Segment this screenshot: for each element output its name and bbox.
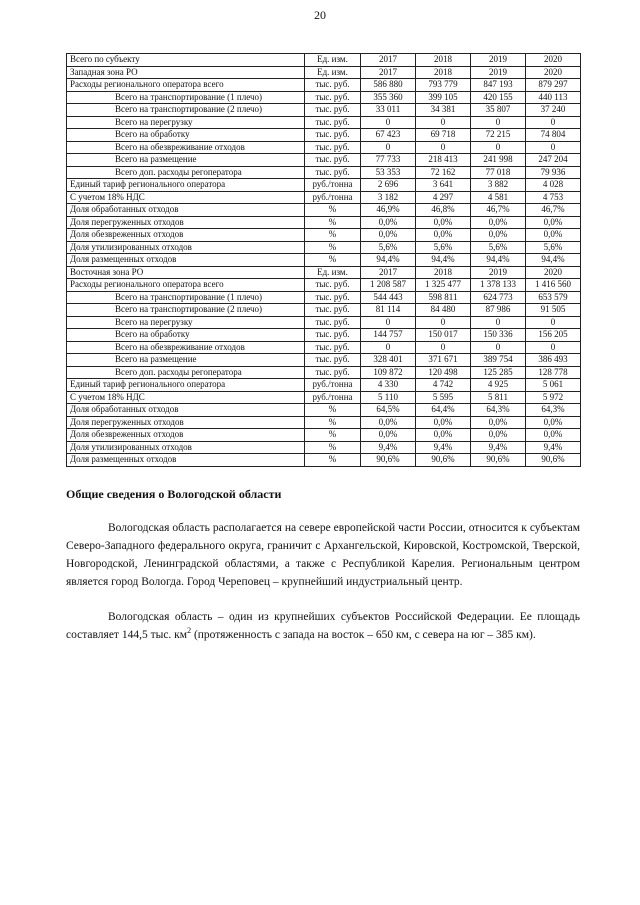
- table-row: [67, 104, 581, 117]
- cell-value: 4 330: [361, 379, 416, 392]
- table-row: [67, 179, 581, 192]
- cell-value: 653 579: [526, 291, 581, 304]
- cell-value: 241 998: [471, 154, 526, 167]
- cell-value: 4 742: [416, 379, 471, 392]
- cell-value: 2 696: [361, 179, 416, 192]
- table-row: [67, 279, 581, 292]
- cell-value: 5 811: [471, 391, 526, 404]
- row-unit: тыс. руб.: [305, 79, 361, 92]
- row-label: Всего на размещение: [67, 154, 305, 167]
- table-row: [67, 79, 581, 92]
- paragraph-area-text-end: (протяженность с запада на восток – 650 км, с севера на юг – 385 км).: [191, 629, 536, 641]
- cell-value: 5 595: [416, 391, 471, 404]
- cell-value: 0: [361, 341, 416, 354]
- table-row: [67, 91, 581, 104]
- cell-value: 125 285: [471, 366, 526, 379]
- row-label: Всего на размещение: [67, 354, 305, 367]
- row-label: Доля обезвреженных отходов: [67, 429, 305, 442]
- cell-value: 847 193: [471, 79, 526, 92]
- cell-value: 2017: [361, 266, 416, 279]
- row-unit: %: [305, 241, 361, 254]
- row-label: Доля утилизированных отходов: [67, 241, 305, 254]
- row-label: Всего доп. расходы регоператора: [67, 166, 305, 179]
- row-unit: тыс. руб.: [305, 279, 361, 292]
- cell-value: 0: [471, 116, 526, 129]
- row-label: Доля размещенных отходов: [67, 254, 305, 267]
- cell-value: 0,0%: [471, 416, 526, 429]
- section-title: Общие сведения о Вологодской области: [66, 487, 282, 501]
- row-unit: тыс. руб.: [305, 341, 361, 354]
- cell-value: 67 423: [361, 129, 416, 142]
- table-row: [67, 404, 581, 417]
- cell-value: 2017: [361, 66, 416, 79]
- table-row: [67, 329, 581, 342]
- cell-value: 0,0%: [416, 229, 471, 242]
- cell-value: 1 378 133: [471, 279, 526, 292]
- cell-value: 0,0%: [471, 229, 526, 242]
- row-label: Расходы регионального оператора всего: [67, 279, 305, 292]
- cell-value: 399 105: [416, 91, 471, 104]
- row-label: С учетом 18% НДС: [67, 191, 305, 204]
- cell-value: 4 028: [526, 179, 581, 192]
- row-label: Всего доп. расходы регоператора: [67, 366, 305, 379]
- cell-value: 420 155: [471, 91, 526, 104]
- cell-value: 0: [526, 116, 581, 129]
- cell-value: 0,0%: [361, 416, 416, 429]
- cell-value: 793 779: [416, 79, 471, 92]
- table-row: [67, 454, 581, 467]
- table-row: [67, 316, 581, 329]
- table-row: [67, 54, 581, 67]
- cell-value: 144 757: [361, 329, 416, 342]
- cell-value: 90,6%: [361, 454, 416, 467]
- row-unit: %: [305, 229, 361, 242]
- row-unit: %: [305, 216, 361, 229]
- row-unit: Ед. изм.: [305, 66, 361, 79]
- cell-value: 0,0%: [526, 429, 581, 442]
- row-label: Расходы регионального оператора всего: [67, 79, 305, 92]
- row-unit: руб./тонна: [305, 391, 361, 404]
- cell-value: 1 416 560: [526, 279, 581, 292]
- cell-value: 53 353: [361, 166, 416, 179]
- table-row: [67, 229, 581, 242]
- cell-value: 0: [416, 116, 471, 129]
- cell-value: 0,0%: [361, 216, 416, 229]
- cell-value: 0: [416, 316, 471, 329]
- row-unit: руб./тонна: [305, 179, 361, 192]
- cell-value: 9,4%: [526, 441, 581, 454]
- row-unit: %: [305, 254, 361, 267]
- cell-value: 2019: [471, 266, 526, 279]
- cell-value: 69 718: [416, 129, 471, 142]
- row-unit: тыс. руб.: [305, 166, 361, 179]
- table-row: [67, 116, 581, 129]
- table-row: [67, 441, 581, 454]
- cell-value: 79 936: [526, 166, 581, 179]
- table-row: [67, 379, 581, 392]
- table-row: [67, 204, 581, 217]
- cell-value: 0,0%: [526, 229, 581, 242]
- row-label: Единый тариф регионального оператора: [67, 179, 305, 192]
- page-number: 20: [314, 8, 326, 22]
- cell-value: 386 493: [526, 354, 581, 367]
- cell-value: 2019: [471, 54, 526, 67]
- row-label: Доля перегруженных отходов: [67, 416, 305, 429]
- cell-value: 0: [416, 141, 471, 154]
- superscript-2: 2: [187, 626, 192, 636]
- cell-value: 4 297: [416, 191, 471, 204]
- row-unit: %: [305, 454, 361, 467]
- table-row: [67, 416, 581, 429]
- row-unit: руб./тонна: [305, 191, 361, 204]
- row-unit: %: [305, 441, 361, 454]
- cell-value: 72 162: [416, 166, 471, 179]
- cell-value: 87 986: [471, 304, 526, 317]
- cell-value: 355 360: [361, 91, 416, 104]
- cell-value: 94,4%: [416, 254, 471, 267]
- cell-value: 0,0%: [526, 416, 581, 429]
- table-row: [67, 341, 581, 354]
- cell-value: 90,6%: [471, 454, 526, 467]
- cell-value: 2019: [471, 66, 526, 79]
- cell-value: 9,4%: [361, 441, 416, 454]
- cell-value: 2020: [526, 54, 581, 67]
- row-label: Всего на обработку: [67, 129, 305, 142]
- cell-value: 0,0%: [416, 416, 471, 429]
- cell-value: 0: [526, 316, 581, 329]
- cell-value: 120 498: [416, 366, 471, 379]
- cell-value: 64,5%: [361, 404, 416, 417]
- cell-value: 4 925: [471, 379, 526, 392]
- row-label: Западная зона РО: [67, 66, 305, 79]
- cell-value: 0: [361, 141, 416, 154]
- cell-value: 81 114: [361, 304, 416, 317]
- cell-value: 0,0%: [526, 216, 581, 229]
- row-unit: тыс. руб.: [305, 366, 361, 379]
- row-label: Всего на перегрузку: [67, 116, 305, 129]
- cell-value: 5,6%: [416, 241, 471, 254]
- cell-value: 598 811: [416, 291, 471, 304]
- cell-value: 879 297: [526, 79, 581, 92]
- cell-value: 109 872: [361, 366, 416, 379]
- cell-value: 624 773: [471, 291, 526, 304]
- cell-value: 5 972: [526, 391, 581, 404]
- cell-value: 0,0%: [471, 216, 526, 229]
- row-unit: тыс. руб.: [305, 154, 361, 167]
- cell-value: 46,8%: [416, 204, 471, 217]
- table-row: [67, 216, 581, 229]
- cell-value: 84 480: [416, 304, 471, 317]
- cell-value: 34 381: [416, 104, 471, 117]
- row-unit: тыс. руб.: [305, 104, 361, 117]
- table-row: [67, 391, 581, 404]
- cell-value: 440 113: [526, 91, 581, 104]
- row-label: Доля обработанных отходов: [67, 204, 305, 217]
- cell-value: 0,0%: [361, 229, 416, 242]
- paragraph-location: Вологодская область располагается на севере европейской части России, относится к субъектам Северо-Западного федерального округа, граничит с Архангельской, Кировской, Костромской, Тверской, Новгородской, Ленинградской областями, а также с Республикой Карелия. Региональным центром является город Вологда. Город Череповец – крупнейший индустриальный центр.: [66, 522, 580, 588]
- data-table: [66, 53, 581, 467]
- cell-value: 150 336: [471, 329, 526, 342]
- cell-value: 2020: [526, 66, 581, 79]
- cell-value: 1 325 477: [416, 279, 471, 292]
- cell-value: 0,0%: [471, 429, 526, 442]
- cell-value: 150 017: [416, 329, 471, 342]
- row-label: Доля утилизированных отходов: [67, 441, 305, 454]
- table-row: [67, 191, 581, 204]
- cell-value: 4 581: [471, 191, 526, 204]
- cell-value: 389 754: [471, 354, 526, 367]
- row-label: Единый тариф регионального оператора: [67, 379, 305, 392]
- cell-value: 94,4%: [361, 254, 416, 267]
- table-row: [67, 166, 581, 179]
- cell-value: 0: [416, 341, 471, 354]
- cell-value: 5,6%: [471, 241, 526, 254]
- cell-value: 3 641: [416, 179, 471, 192]
- cell-value: 64,3%: [526, 404, 581, 417]
- cell-value: 0: [526, 141, 581, 154]
- paragraph-area: [66, 608, 580, 644]
- row-label: Восточная зона РО: [67, 266, 305, 279]
- paragraph-area-text: Вологодская область – один из крупнейших субъектов Российской Федерации. Ее площадь составляет 144,5 тыс. км: [66, 611, 580, 641]
- cell-value: 46,9%: [361, 204, 416, 217]
- cell-value: 2018: [416, 66, 471, 79]
- cell-value: 46,7%: [526, 204, 581, 217]
- cell-value: 5 110: [361, 391, 416, 404]
- row-unit: тыс. руб.: [305, 116, 361, 129]
- cell-value: 0: [361, 116, 416, 129]
- row-unit: тыс. руб.: [305, 91, 361, 104]
- cell-value: 0: [526, 341, 581, 354]
- table-row: [67, 66, 581, 79]
- cell-value: 90,6%: [416, 454, 471, 467]
- row-label: Всего на перегрузку: [67, 316, 305, 329]
- table-row: [67, 241, 581, 254]
- cell-value: 91 505: [526, 304, 581, 317]
- cell-value: 74 804: [526, 129, 581, 142]
- cell-value: 247 204: [526, 154, 581, 167]
- cell-value: 64,4%: [416, 404, 471, 417]
- cell-value: 544 443: [361, 291, 416, 304]
- cell-value: 156 205: [526, 329, 581, 342]
- table-row: [67, 141, 581, 154]
- cell-value: 9,4%: [416, 441, 471, 454]
- row-unit: %: [305, 204, 361, 217]
- cell-value: 0,0%: [361, 429, 416, 442]
- cell-value: 33 011: [361, 104, 416, 117]
- cell-value: 2018: [416, 54, 471, 67]
- row-unit: %: [305, 404, 361, 417]
- row-label: Доля размещенных отходов: [67, 454, 305, 467]
- cell-value: 77 018: [471, 166, 526, 179]
- cell-value: 0: [361, 316, 416, 329]
- cell-value: 35 807: [471, 104, 526, 117]
- cell-value: 0,0%: [416, 429, 471, 442]
- row-unit: тыс. руб.: [305, 354, 361, 367]
- cell-value: 46,7%: [471, 204, 526, 217]
- row-unit: Ед. изм.: [305, 54, 361, 67]
- cell-value: 4 753: [526, 191, 581, 204]
- cell-value: 0: [471, 341, 526, 354]
- cell-value: 371 671: [416, 354, 471, 367]
- cell-value: 2017: [361, 54, 416, 67]
- table-row: [67, 129, 581, 142]
- cell-value: 218 413: [416, 154, 471, 167]
- cell-value: 37 240: [526, 104, 581, 117]
- row-unit: тыс. руб.: [305, 304, 361, 317]
- row-label: Всего на транспортирование (2 плечо): [67, 304, 305, 317]
- row-unit: Ед. изм.: [305, 266, 361, 279]
- cell-value: 3 182: [361, 191, 416, 204]
- cell-value: 328 401: [361, 354, 416, 367]
- row-label: Доля перегруженных отходов: [67, 216, 305, 229]
- cell-value: 0: [471, 141, 526, 154]
- row-label: Всего на транспортирование (1 плечо): [67, 91, 305, 104]
- table-row: [67, 254, 581, 267]
- cell-value: 1 208 587: [361, 279, 416, 292]
- cell-value: 94,4%: [526, 254, 581, 267]
- row-unit: тыс. руб.: [305, 291, 361, 304]
- row-unit: %: [305, 429, 361, 442]
- row-label: Всего на транспортирование (1 плечо): [67, 291, 305, 304]
- cell-value: 5,6%: [526, 241, 581, 254]
- cell-value: 3 882: [471, 179, 526, 192]
- table-row: [67, 354, 581, 367]
- row-unit: тыс. руб.: [305, 141, 361, 154]
- row-unit: тыс. руб.: [305, 316, 361, 329]
- cell-value: 94,4%: [471, 254, 526, 267]
- row-label: Всего на обезвреживание отходов: [67, 141, 305, 154]
- cell-value: 9,4%: [471, 441, 526, 454]
- table-row: [67, 366, 581, 379]
- cell-value: 5 061: [526, 379, 581, 392]
- row-label: Всего на обезвреживание отходов: [67, 341, 305, 354]
- cell-value: 586 880: [361, 79, 416, 92]
- table-row: [67, 154, 581, 167]
- cell-value: 77 733: [361, 154, 416, 167]
- row-label: С учетом 18% НДС: [67, 391, 305, 404]
- row-label: Всего на обработку: [67, 329, 305, 342]
- cell-value: 0: [471, 316, 526, 329]
- row-unit: руб./тонна: [305, 379, 361, 392]
- cell-value: 2020: [526, 266, 581, 279]
- table-row: [67, 429, 581, 442]
- cell-value: 64,3%: [471, 404, 526, 417]
- row-unit: %: [305, 416, 361, 429]
- table-row: [67, 291, 581, 304]
- cell-value: 2018: [416, 266, 471, 279]
- cell-value: 90,6%: [526, 454, 581, 467]
- row-unit: тыс. руб.: [305, 129, 361, 142]
- row-label: Всего по субъекту: [67, 54, 305, 67]
- cell-value: 72 215: [471, 129, 526, 142]
- cell-value: 128 778: [526, 366, 581, 379]
- row-label: Доля обезвреженных отходов: [67, 229, 305, 242]
- table-row: [67, 304, 581, 317]
- cell-value: 5,6%: [361, 241, 416, 254]
- row-label: Всего на транспортирование (2 плечо): [67, 104, 305, 117]
- row-label: Доля обработанных отходов: [67, 404, 305, 417]
- table-row: [67, 266, 581, 279]
- cell-value: 0,0%: [416, 216, 471, 229]
- row-unit: тыс. руб.: [305, 329, 361, 342]
